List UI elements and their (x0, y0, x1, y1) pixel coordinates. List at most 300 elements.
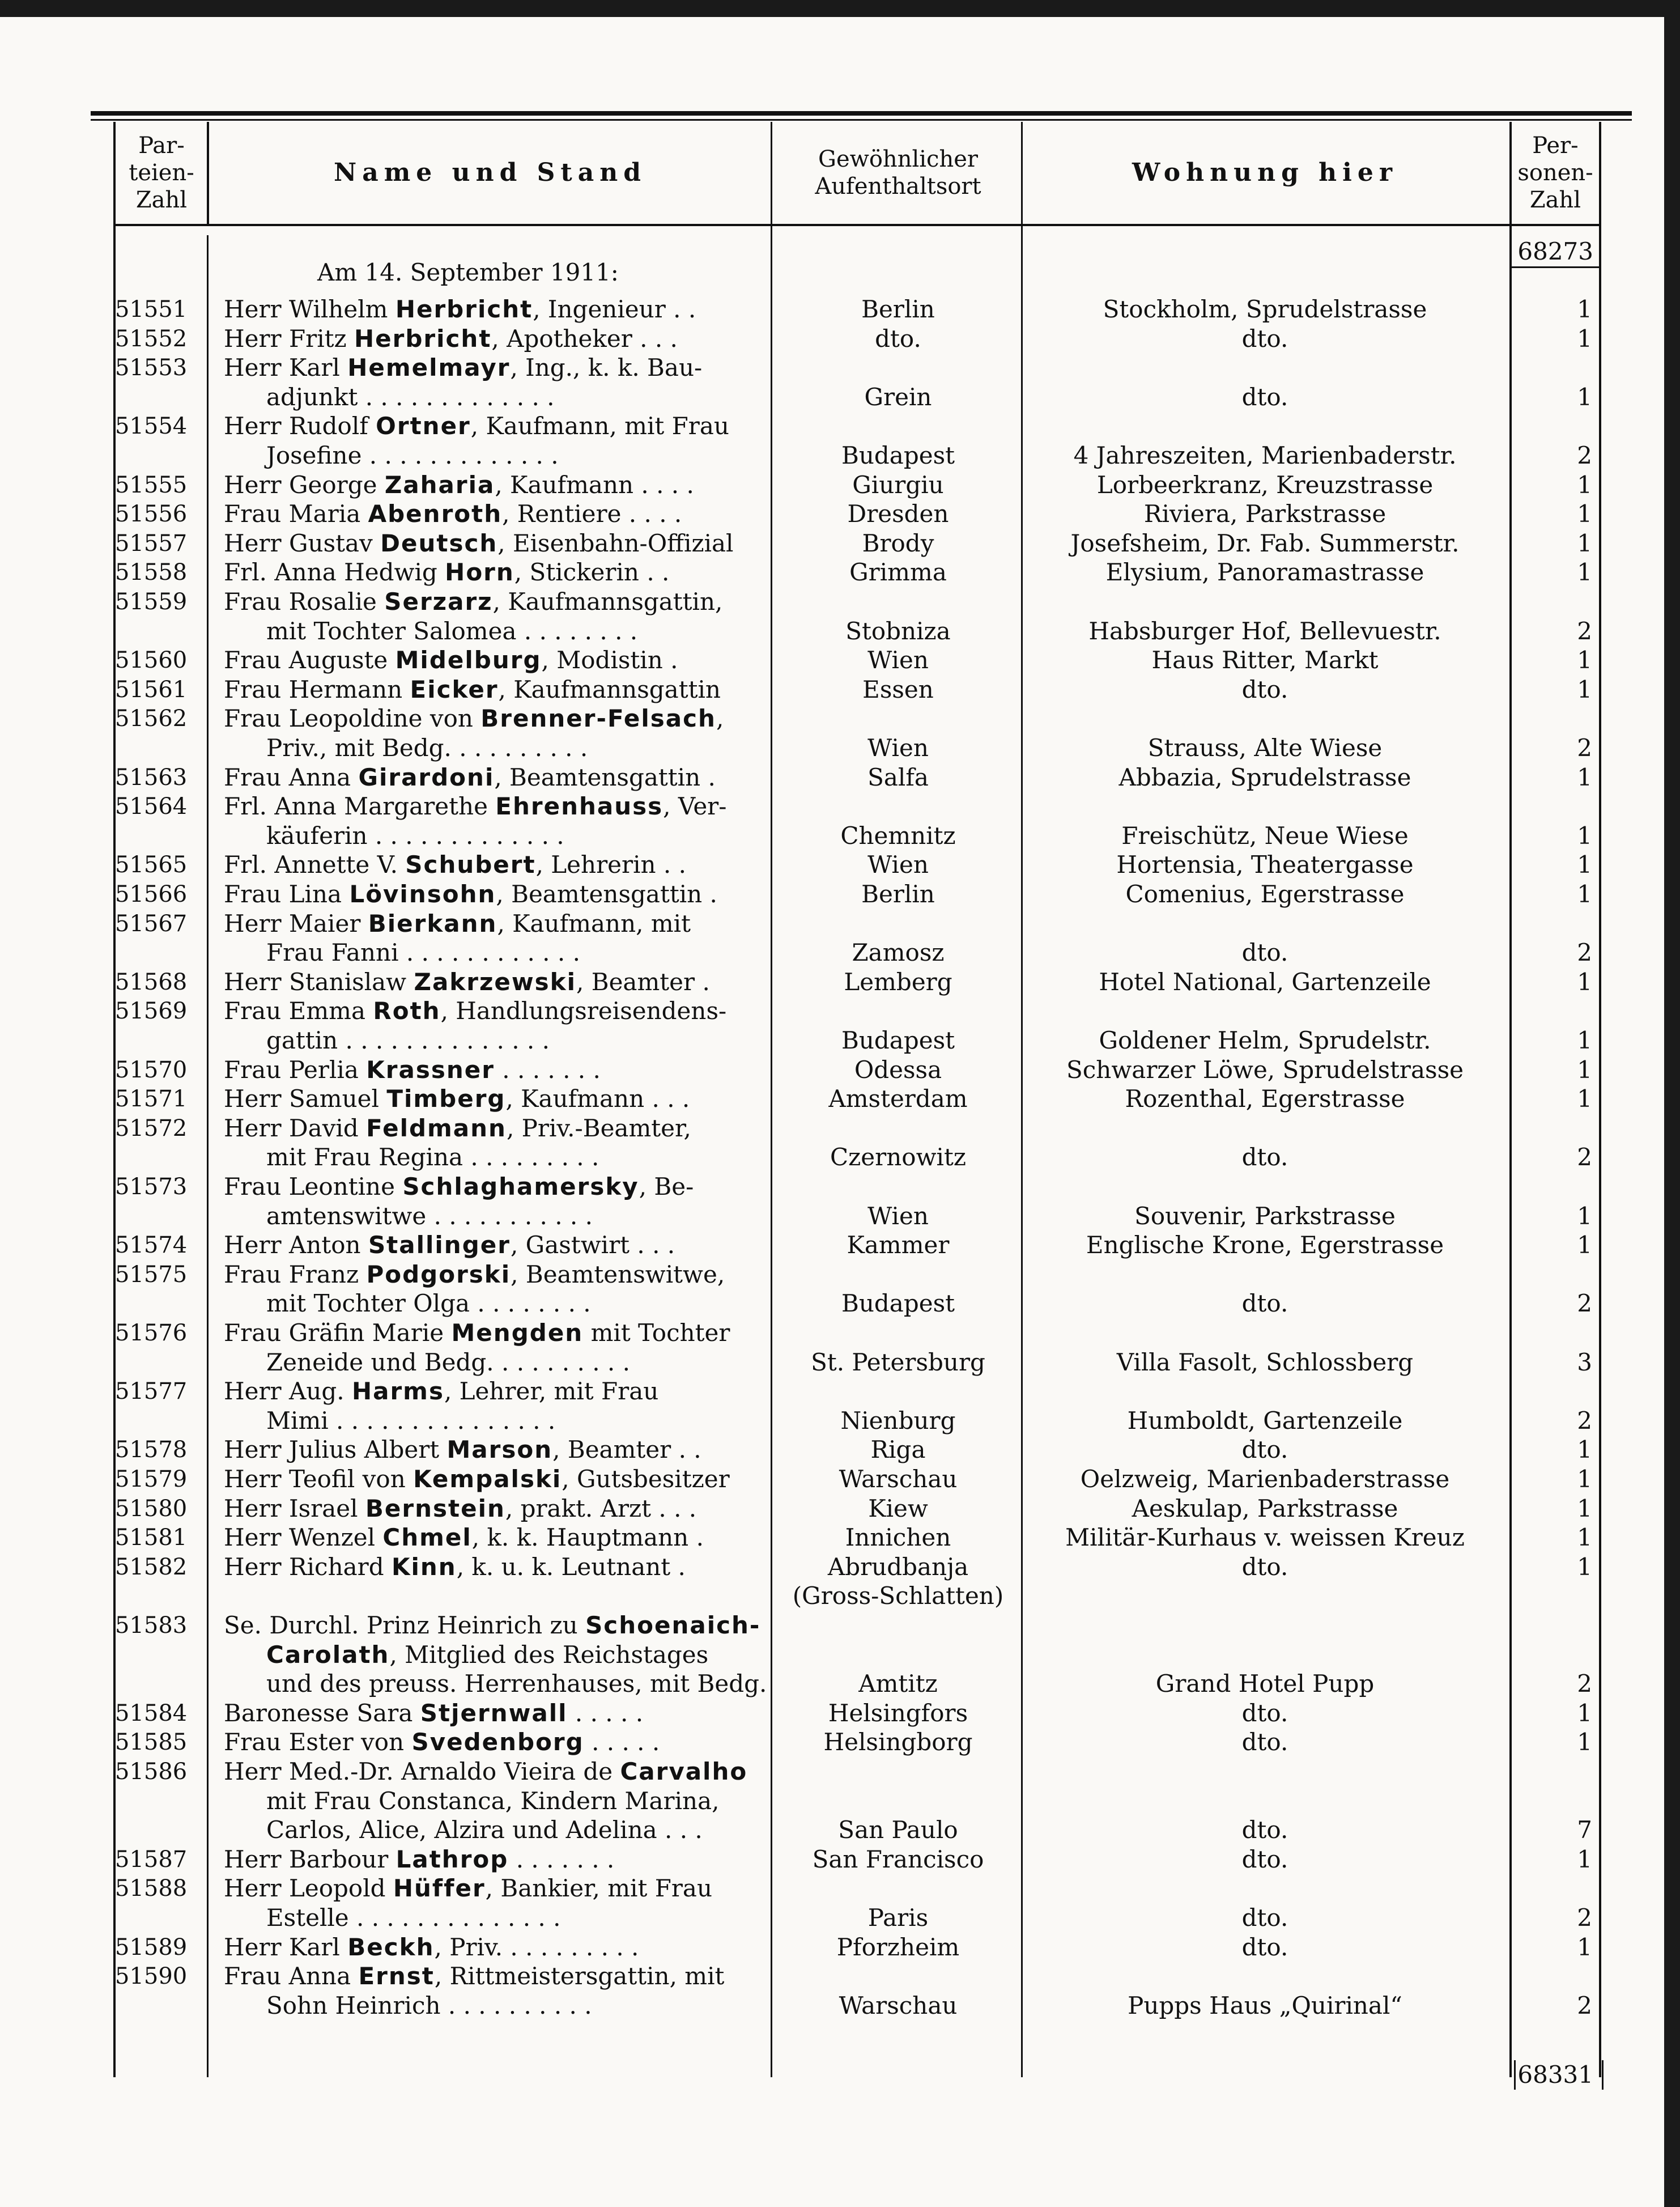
table-row (0, 1757, 1680, 1786)
table-row (0, 1640, 1680, 1670)
aufenthaltsort: Paris (867, 1904, 929, 1932)
table-row (0, 529, 1680, 558)
name-text: mit Frau Constanca, Kindern Marina, (266, 1786, 720, 1815)
personen-zahl: 2 (1577, 1406, 1592, 1434)
personen-zahl: 1 (1577, 821, 1592, 850)
aufenthaltsort: Amtitz (858, 1670, 938, 1698)
personen-zahl: 2 (1577, 939, 1592, 967)
name-text: , Beamtensgattin . (494, 763, 716, 791)
aufenthaltsort: Warschau (839, 1465, 958, 1493)
personen-zahl: 2 (1577, 1289, 1592, 1318)
parteien-nr: 51559 (115, 589, 188, 615)
parteien-nr: 51590 (115, 1963, 188, 1990)
top-rule (91, 111, 1632, 116)
wohnung-hier: Comenius, Egerstrasse (1125, 880, 1405, 908)
table-row (0, 1523, 1680, 1552)
name-text: Herr Barbour (224, 1845, 396, 1873)
parteien-nr: 51577 (115, 1378, 188, 1405)
table-row (0, 850, 1680, 880)
wohnung-hier: Elysium, Panoramastrasse (1105, 558, 1424, 587)
name-text: . . . . . . . (494, 1055, 601, 1084)
parteien-nr: 51567 (115, 910, 188, 937)
table-row (0, 1962, 1680, 1991)
table-row (0, 1933, 1680, 1962)
aufenthaltsort: Wien (867, 734, 929, 762)
table-row (0, 1026, 1680, 1055)
wohnung-hier: Aeskulap, Parkstrasse (1132, 1494, 1398, 1522)
name-und-stand (224, 1611, 760, 1640)
surname: Midelburg (395, 646, 542, 674)
parteien-nr: 51564 (115, 793, 188, 820)
aufenthaltsort: Giurgiu (852, 470, 944, 499)
wohnung-hier: Hortensia, Theatergasse (1116, 851, 1414, 879)
name-text: , Priv.-Beamter, (506, 1114, 691, 1142)
aufenthaltsort: Lemberg (844, 967, 952, 996)
surname: Deutsch (380, 529, 498, 557)
wohnung-hier: dto. (1241, 383, 1288, 411)
wohnung-hier: Pupps Haus „Quirinal“ (1128, 1991, 1402, 2019)
name-und-stand (266, 1348, 630, 1377)
aufenthaltsort: Berlin (861, 295, 935, 323)
wohnung-hier: Hotel National, Gartenzeile (1099, 967, 1431, 996)
name-text: Frau Emma (224, 997, 373, 1025)
name-und-stand (266, 1026, 550, 1055)
name-und-stand (224, 1260, 725, 1289)
name-und-stand (266, 1903, 560, 1933)
table-row (0, 1114, 1680, 1143)
wohnung-hier: Josefsheim, Dr. Fab. Summerstr. (1070, 529, 1460, 557)
name-text: Carlos, Alice, Alzira und Adelina . . . (266, 1816, 703, 1844)
personen-zahl: 1 (1577, 1026, 1592, 1054)
parteien-nr: 51584 (115, 1700, 188, 1726)
name-text: mit Tochter Salomea . . . . . . . . (266, 617, 638, 645)
parteien-nr: 51557 (115, 530, 188, 557)
wohnung-hier: dto. (1241, 1436, 1288, 1464)
wohnung-hier: Abbazia, Sprudelstrasse (1118, 763, 1411, 791)
wohnung-hier: Oelzweig, Marienbaderstrasse (1080, 1465, 1450, 1493)
name-text: . . . . . (584, 1728, 660, 1756)
surname: Eicker (410, 675, 499, 703)
personen-zahl: 2 (1577, 1143, 1592, 1172)
name-text: Herr Wenzel (224, 1523, 383, 1552)
aufenthaltsort: San Francisco (812, 1845, 984, 1873)
surname: Harms (351, 1377, 444, 1406)
surname: Zaharia (384, 470, 495, 499)
name-text: . . . . . (567, 1699, 644, 1727)
name-und-stand (224, 967, 710, 997)
aufenthaltsort: Brody (862, 529, 934, 557)
name-text: Frl. Anna Margarethe (224, 792, 496, 821)
surname: Kinn (391, 1552, 457, 1581)
name-und-stand (224, 1552, 686, 1582)
parteien-nr: 51556 (115, 501, 188, 528)
name-text: , prakt. Arzt . . . (505, 1494, 697, 1522)
surname: Horn (445, 558, 514, 587)
surname: Krassner (366, 1055, 495, 1084)
aufenthaltsort: Helsingfors (828, 1699, 968, 1727)
name-und-stand (224, 411, 729, 441)
table-row (0, 1348, 1680, 1377)
name-und-stand (224, 470, 694, 500)
name-text: Herr Israel (224, 1494, 365, 1522)
wohnung-hier: dto. (1241, 1904, 1288, 1932)
name-text: , (716, 704, 724, 733)
personen-zahl: 1 (1577, 295, 1592, 323)
name-text: , Gutsbesitzer (562, 1465, 730, 1493)
name-text: Herr Aug. (224, 1377, 352, 1406)
name-text: Herr Gustav (224, 529, 381, 557)
surname: Lövinsohn (349, 880, 496, 908)
parteien-nr: 51560 (115, 647, 188, 674)
personen-zahl: 1 (1577, 967, 1592, 996)
parteien-nr: 51574 (115, 1232, 188, 1259)
table-row (0, 646, 1680, 675)
surname: Stallinger (368, 1231, 511, 1259)
wohnung-hier: Haus Ritter, Markt (1151, 646, 1379, 674)
surname: Podgorski (366, 1260, 511, 1288)
name-und-stand (224, 1055, 601, 1085)
name-und-stand (266, 1640, 708, 1670)
aufenthaltsort: Odessa (854, 1055, 942, 1084)
wohnung-hier: Goldener Helm, Sprudelstr. (1099, 1026, 1431, 1054)
surname: Svedenborg (411, 1728, 584, 1756)
name-text: , Kaufmannsgattin, (492, 588, 723, 616)
name-text: Estelle . . . . . . . . . . . . . . (266, 1904, 561, 1932)
surname: Roth (373, 997, 441, 1025)
name-und-stand (224, 850, 686, 880)
name-und-stand (224, 558, 669, 587)
name-text: Herr Rudolf (224, 412, 376, 440)
name-text: , Kaufmann, mit Frau (470, 412, 729, 440)
name-text: Sohn Heinrich . . . . . . . . . . (266, 1991, 592, 2019)
name-text: , Beamtenswitwe, (511, 1260, 725, 1288)
personen-zahl: 1 (1577, 1465, 1592, 1493)
aufenthaltsort: Salfa (867, 763, 929, 791)
aufenthaltsort: Kiew (868, 1494, 928, 1522)
parteien-nr: 51568 (115, 969, 188, 995)
personen-zahl: 1 (1577, 383, 1592, 411)
name-text: Baronesse Sara (224, 1699, 420, 1727)
table-row (0, 558, 1680, 587)
aufenthaltsort: Amsterdam (828, 1085, 968, 1113)
parteien-nr: 51587 (115, 1846, 188, 1873)
aufenthaltsort: Zamosz (852, 939, 945, 967)
name-und-stand (224, 353, 702, 383)
wohnung-hier: dto. (1241, 1552, 1288, 1581)
parteien-nr: 51569 (115, 998, 188, 1025)
name-text: Frau Auguste (224, 646, 395, 674)
name-text: , Bankier, mit Frau (485, 1874, 713, 1903)
name-und-stand (224, 792, 726, 821)
surname: Beckh (347, 1933, 435, 1961)
wohnung-hier: Englische Krone, Egerstrasse (1086, 1231, 1444, 1259)
surname: Timberg (386, 1085, 506, 1113)
surname: Abenroth (368, 500, 503, 528)
name-und-stand (224, 499, 682, 529)
personen-zahl: 1 (1577, 1055, 1592, 1084)
aufenthaltsort: Nienburg (840, 1406, 956, 1434)
table-row (0, 1406, 1680, 1436)
personen-zahl: 3 (1577, 1348, 1592, 1376)
table-row (0, 792, 1680, 821)
aufenthaltsort: Helsingborg (823, 1728, 973, 1756)
table-row (0, 1845, 1680, 1874)
name-text: , Kaufmann . . . (505, 1085, 690, 1113)
name-und-stand (224, 1318, 730, 1348)
wohnung-hier: Rozenthal, Egerstrasse (1125, 1085, 1405, 1113)
table-row (0, 704, 1680, 733)
name-text: , Apotheker . . . (491, 324, 678, 353)
wohnung-hier: dto. (1241, 324, 1288, 353)
aufenthaltsort: St. Petersburg (811, 1348, 985, 1376)
surname: Bierkann (368, 909, 497, 937)
name-und-stand (224, 324, 678, 354)
parteien-nr: 51589 (115, 1934, 188, 1960)
table-row (0, 1465, 1680, 1494)
table-row (0, 1084, 1680, 1114)
name-und-stand (224, 1699, 643, 1728)
name-text: und des preuss. Herrenhauses, mit Bedg. (266, 1670, 767, 1698)
name-text: Herr George (224, 470, 385, 499)
wohnung-hier: dto. (1241, 1143, 1288, 1172)
personen-zahl: 2 (1577, 1991, 1592, 2019)
parteien-nr: 51583 (115, 1612, 188, 1639)
name-und-stand (224, 1845, 614, 1874)
name-text: Herr Teofil von (224, 1465, 414, 1493)
name-und-stand (266, 1143, 599, 1172)
parteien-nr: 51582 (115, 1554, 188, 1580)
name-text: Frau Fanni . . . . . . . . . . . . (266, 939, 580, 967)
name-text: gattin . . . . . . . . . . . . . . (266, 1026, 550, 1054)
header-underline (113, 224, 1601, 226)
personen-zahl: 1 (1577, 1845, 1592, 1873)
name-text: , Kaufmann . . . . (495, 470, 694, 499)
table-row (0, 324, 1680, 354)
name-und-stand (266, 821, 564, 851)
aufenthaltsort: Wien (867, 1202, 929, 1230)
wohnung-hier: Schwarzer Löwe, Sprudelstrasse (1066, 1055, 1464, 1084)
name-text: Herr Leopold (224, 1874, 393, 1903)
personen-zahl: 1 (1577, 880, 1592, 908)
personen-zahl: 1 (1577, 1699, 1592, 1727)
table-row (0, 1055, 1680, 1085)
personen-zahl: 1 (1577, 470, 1592, 499)
aufenthaltsort: Chemnitz (840, 821, 956, 850)
table-row (0, 1669, 1680, 1699)
name-und-stand (224, 1874, 712, 1903)
name-text: käuferin . . . . . . . . . . . . . (266, 821, 564, 850)
name-und-stand (224, 1933, 639, 1962)
surname: Carolath (266, 1640, 390, 1669)
name-text: Frau Ester von (224, 1728, 412, 1756)
table-row (0, 821, 1680, 851)
parteien-nr: 51561 (115, 676, 188, 703)
name-text: amtenswitwe . . . . . . . . . . . (266, 1202, 593, 1230)
table-row (0, 1289, 1680, 1318)
name-und-stand (224, 1114, 691, 1143)
name-text: Mimi . . . . . . . . . . . . . . . (266, 1406, 556, 1434)
table-row (0, 587, 1680, 617)
personen-zahl: 2 (1577, 734, 1592, 762)
surname: Feldmann (366, 1114, 507, 1142)
name-text: , Lehrer, mit Frau (444, 1377, 659, 1406)
table-row (0, 499, 1680, 529)
table-row (0, 1728, 1680, 1757)
name-text: Priv., mit Bedg. . . . . . . . . . (266, 734, 588, 762)
wohnung-hier: dto. (1241, 675, 1288, 703)
parteien-nr: 51558 (115, 559, 188, 586)
table-row (0, 1903, 1680, 1933)
name-und-stand (266, 1991, 592, 2021)
carry-in-total: 68273 (1517, 237, 1593, 265)
name-text: , Priv. . . . . . . . . . (434, 1933, 639, 1961)
name-und-stand (224, 529, 733, 558)
table-row (0, 1377, 1680, 1406)
name-und-stand (224, 1962, 724, 1991)
aufenthaltsort: Innichen (845, 1523, 951, 1552)
personen-zahl: 1 (1577, 675, 1592, 703)
surname: Bernstein (365, 1494, 505, 1522)
top-rule-thin (91, 119, 1632, 121)
name-und-stand (266, 938, 580, 967)
surname: Ernst (358, 1962, 435, 1990)
header-wohnung-hier: Wohnung hier (1132, 158, 1398, 187)
personen-zahl: 1 (1577, 558, 1592, 587)
name-text: Zeneide und Bedg. . . . . . . . . . (266, 1348, 630, 1376)
personen-zahl: 1 (1577, 324, 1592, 353)
name-text: , Kaufmann, mit (497, 909, 691, 937)
surname: Ortner (376, 412, 471, 440)
name-und-stand (224, 909, 691, 939)
parteien-nr: 51581 (115, 1525, 188, 1551)
surname: Kempalski (413, 1465, 562, 1493)
name-und-stand (224, 1757, 747, 1786)
surname: Chmel (382, 1523, 472, 1552)
name-text: Frau Perlia (224, 1055, 367, 1084)
aufenthaltsort: Grein (864, 383, 932, 411)
parteien-nr: 51553 (115, 355, 188, 381)
table-row (0, 1874, 1680, 1903)
header-parteien-zahl: Par- teien- Zahl (129, 133, 194, 213)
aufenthaltsort: Wien (867, 646, 929, 674)
aufenthaltsort: Riga (870, 1436, 926, 1464)
surname: Herbricht (395, 295, 533, 323)
name-text: , Stickerin . . (514, 558, 670, 587)
parteien-nr: 51586 (115, 1759, 188, 1785)
parteien-nr: 51551 (115, 296, 188, 322)
aufenthaltsort: Essen (862, 675, 934, 703)
aufenthaltsort: San Paulo (838, 1816, 958, 1844)
wohnung-hier: Humboldt, Gartenzeile (1127, 1406, 1403, 1434)
parteien-nr: 51566 (115, 881, 188, 907)
personen-zahl: 1 (1577, 1231, 1592, 1259)
name-text: , Kaufmannsgattin (498, 675, 721, 703)
header-personen-zahl: Per- sonen- Zahl (1517, 133, 1593, 213)
table-row (0, 1611, 1680, 1640)
table-row (0, 411, 1680, 441)
name-text: Se. Durchl. Prinz Heinrich zu (224, 1611, 586, 1639)
name-text: Herr Stanislaw (224, 967, 414, 996)
surname: Girardoni (358, 763, 495, 791)
name-text: , Be- (639, 1173, 694, 1200)
surname: Mengden (451, 1319, 584, 1347)
wohnung-hier: dto. (1241, 1699, 1288, 1727)
name-und-stand (224, 996, 726, 1026)
name-und-stand (224, 880, 717, 909)
name-text: adjunkt . . . . . . . . . . . . . (266, 383, 555, 411)
surname: Stjernwall (420, 1699, 568, 1727)
wohnung-hier: Lorbeerkranz, Kreuzstrasse (1096, 470, 1434, 499)
parteien-nr: 51588 (115, 1875, 188, 1902)
name-text: Frau Anna (224, 1962, 359, 1990)
name-text: , Beamtensgattin . (496, 880, 717, 908)
name-text: mit Tochter (583, 1319, 730, 1347)
surname: Ehrenhauss (495, 792, 664, 821)
name-und-stand (266, 617, 637, 646)
personen-zahl: 1 (1577, 1523, 1592, 1552)
aufenthaltsort: Dresden (847, 500, 949, 528)
aufenthaltsort: Budapest (841, 442, 955, 469)
aufenthaltsort: Warschau (839, 1991, 958, 2019)
aufenthaltsort: (Gross-Schlatten) (792, 1582, 1004, 1610)
table-row (0, 295, 1680, 324)
name-text: Herr Anton (224, 1231, 368, 1259)
name-text: Herr Karl (224, 354, 348, 382)
wohnung-hier: dto. (1241, 1728, 1288, 1756)
name-und-stand (266, 1202, 593, 1231)
date-row (0, 258, 1680, 287)
table-row (0, 967, 1680, 997)
surname: Schlaghamersky (402, 1173, 639, 1200)
personen-zahl: 2 (1577, 442, 1592, 469)
parteien-nr: 51563 (115, 764, 188, 791)
aufenthaltsort: Stobniza (845, 617, 951, 645)
name-text: , Mitglied des Reichstages (389, 1640, 709, 1669)
name-und-stand (224, 587, 722, 617)
parteien-nr: 51552 (115, 325, 188, 352)
parteien-nr: 51565 (115, 852, 188, 878)
table-row (0, 880, 1680, 909)
name-und-stand (224, 704, 724, 733)
name-text: Frl. Annette V. (224, 851, 406, 879)
name-und-stand (224, 675, 721, 704)
table-row (0, 763, 1680, 792)
table-row (0, 996, 1680, 1026)
parteien-nr: 51580 (115, 1495, 188, 1522)
aufenthaltsort: Berlin (861, 880, 935, 908)
table-row (0, 1699, 1680, 1728)
table-row (0, 1202, 1680, 1231)
name-text: Herr Karl (224, 1933, 348, 1961)
wohnung-hier: 4 Jahreszeiten, Marienbaderstr. (1073, 442, 1457, 469)
personen-zahl: 1 (1577, 646, 1592, 674)
parteien-nr: 51570 (115, 1056, 188, 1083)
parteien-nr: 51576 (115, 1320, 188, 1346)
surname: Schoenaich- (585, 1611, 761, 1639)
table-row (0, 1494, 1680, 1523)
name-text: , Ingenieur . . (533, 295, 696, 323)
aufenthaltsort: Pforzheim (836, 1933, 960, 1961)
name-und-stand (224, 1465, 730, 1494)
name-text: Frau Anna (224, 763, 359, 791)
table-row (0, 938, 1680, 967)
name-text: , Rentiere . . . . (502, 500, 682, 528)
name-text: , Ver- (663, 792, 727, 821)
name-text: , k. u. k. Leutnant . (456, 1552, 686, 1581)
name-und-stand (266, 1786, 719, 1816)
name-text: , Ing., k. k. Bau- (510, 354, 703, 382)
name-text: , Handlungsreisendens- (440, 997, 727, 1025)
